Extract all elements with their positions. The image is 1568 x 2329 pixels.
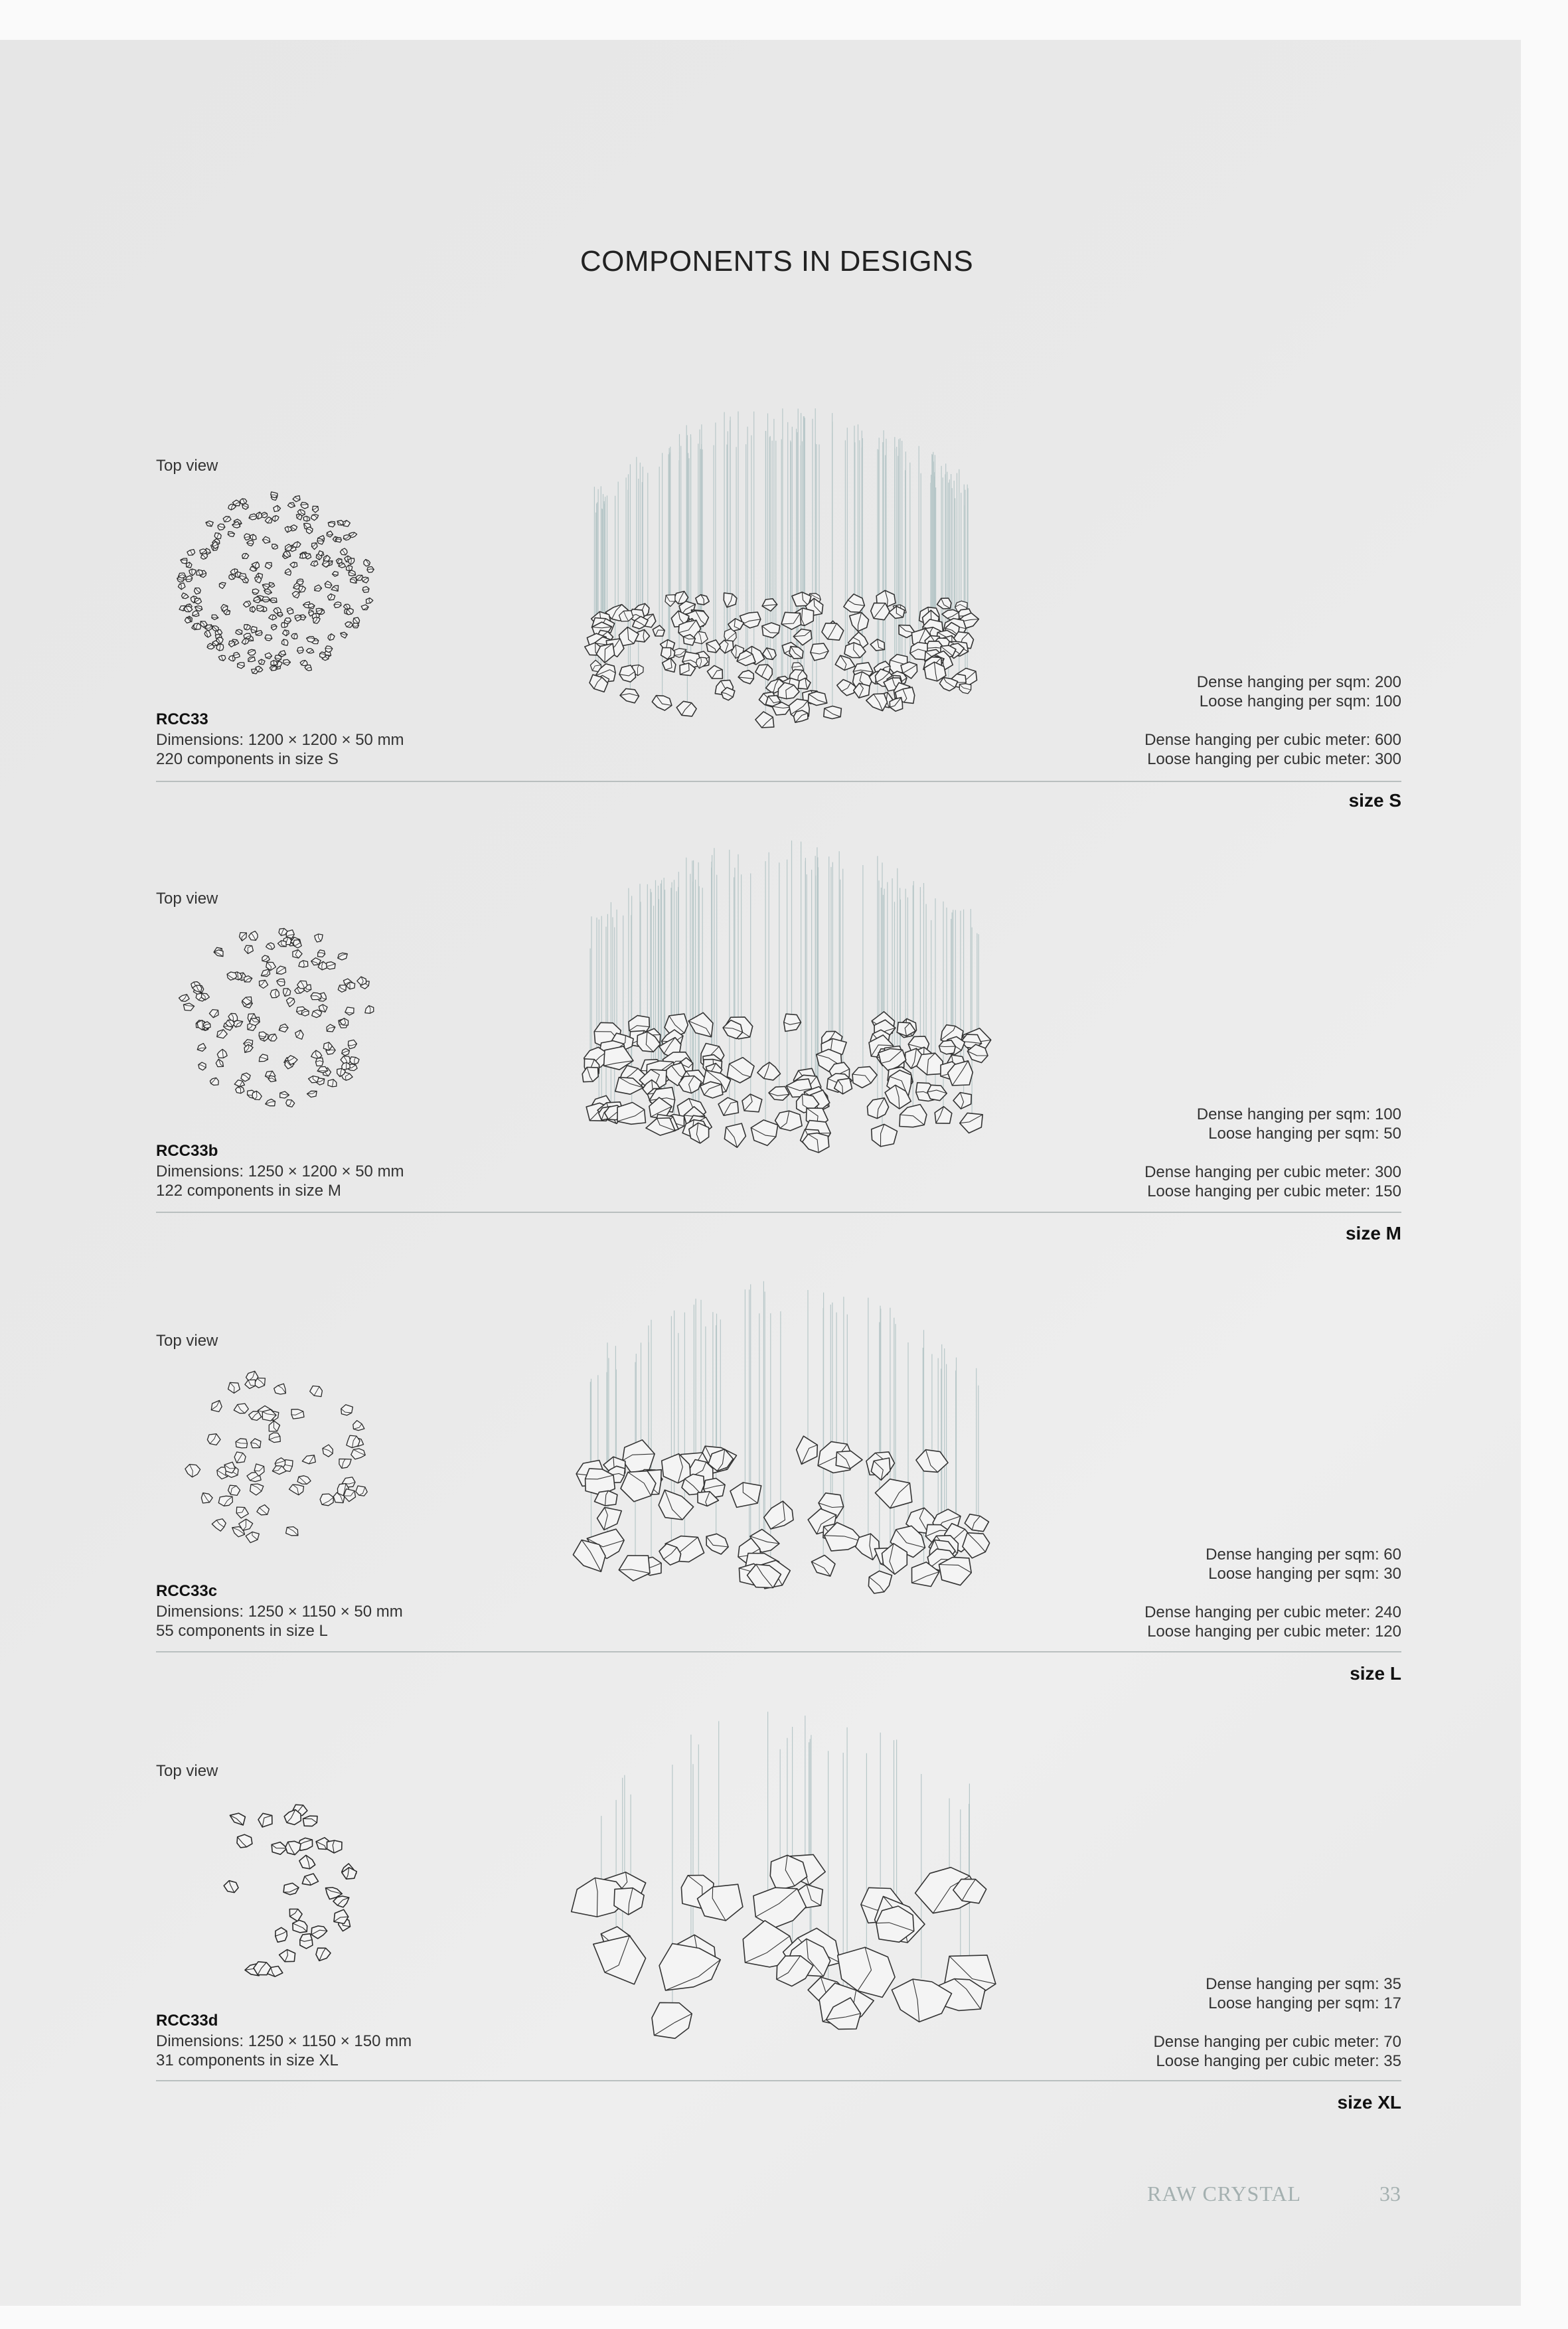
crystal-shape	[866, 694, 888, 711]
loose-cubic: Loose hanging per cubic meter: 150	[1147, 1182, 1401, 1200]
dense-sqm: Dense hanging per sqm: 60	[1206, 1546, 1401, 1564]
size-label: size L	[1350, 1663, 1401, 1684]
design-row-rcc33d	[0, 1684, 1521, 2115]
loose-sqm: Loose hanging per sqm: 30	[1208, 1565, 1401, 1583]
crystal-shape	[333, 572, 339, 577]
crystal-shape	[327, 1840, 343, 1853]
crystal-shape	[234, 1080, 244, 1087]
crystal-shape	[198, 1062, 206, 1070]
crystal-shape	[316, 1948, 331, 1961]
crystal-shape	[219, 582, 226, 588]
crystal-shape	[917, 1053, 943, 1075]
crystal-shape	[872, 1124, 898, 1147]
crystal-shape	[237, 1834, 252, 1848]
crystal-shape	[341, 632, 347, 638]
dense-sqm: Dense hanging per sqm: 100	[1196, 1105, 1401, 1123]
design-code: RCC33	[156, 710, 208, 728]
dense-cubic: Dense hanging per cubic meter: 600	[1144, 731, 1401, 749]
crystal-shape	[663, 658, 676, 672]
size-label: size M	[1345, 1223, 1401, 1244]
dense-sqm: Dense hanging per sqm: 200	[1196, 673, 1401, 691]
crystal-shape	[300, 661, 307, 666]
design-info	[156, 1602, 403, 1641]
crystal-shape	[343, 521, 351, 526]
crystal-shape	[289, 1485, 304, 1495]
loose-sqm: Loose hanging per sqm: 50	[1208, 1125, 1401, 1143]
loose-cubic: Loose hanging per cubic meter: 35	[1156, 2052, 1401, 2070]
crystal-shape	[362, 587, 369, 593]
crystal-shape	[593, 1936, 646, 1984]
design-code: RCC33d	[156, 2012, 218, 2030]
crystal-shape	[730, 1483, 761, 1507]
crystal-shape	[676, 701, 696, 716]
crystal-shape	[724, 593, 737, 607]
loose-sqm: Loose hanging per sqm: 17	[1208, 1994, 1401, 2012]
crystal-shape	[811, 1556, 835, 1577]
crystal-shape	[218, 1496, 232, 1506]
crystal-shape	[824, 706, 842, 719]
hanging-stats	[1144, 673, 1401, 769]
design-code: RCC33b	[156, 1142, 218, 1160]
crystal-shape	[258, 1813, 272, 1827]
crystal-shape	[275, 1927, 287, 1942]
dense-cubic: Dense hanging per cubic meter: 70	[1153, 2033, 1401, 2051]
crystal-shape	[620, 688, 639, 703]
dimensions-text: Dimensions: 1250 × 1150 × 50 mm	[156, 1603, 403, 1621]
crystal-shape	[868, 1571, 892, 1593]
design-row-rcc33b	[0, 811, 1521, 1243]
crystal-shape	[179, 995, 190, 1002]
crystal-shape	[797, 1436, 818, 1464]
crystal-shape	[623, 1440, 655, 1473]
components-count: 122 components in size M	[156, 1182, 341, 1200]
crystal-shape	[653, 625, 665, 636]
hanging-stats	[1144, 1545, 1401, 1641]
dense-cubic: Dense hanging per cubic meter: 300	[1144, 1163, 1401, 1181]
top-view-label: Top view	[156, 890, 218, 908]
hanging-stats	[1144, 1105, 1401, 1201]
crystal-shape	[646, 1118, 675, 1135]
crystal-shape	[212, 1519, 226, 1531]
crystal-shape	[292, 592, 299, 598]
design-info	[156, 1162, 404, 1200]
crystal-shape	[301, 503, 308, 509]
crystal-shape	[279, 1024, 288, 1032]
footer-brand: RAW CRYSTAL	[1147, 2182, 1301, 2206]
side-view-illustration	[568, 1267, 999, 1612]
top-view-label: Top view	[156, 1332, 218, 1350]
divider	[156, 1212, 1401, 1213]
crystal-shape	[248, 657, 256, 662]
crystal-shape	[277, 979, 285, 987]
crystal-shape	[255, 576, 262, 583]
crystal-shape	[345, 622, 353, 627]
crystal-shape	[194, 623, 201, 629]
crystal-shape	[306, 649, 313, 653]
crystal-shape	[661, 648, 675, 659]
crystal-shape	[724, 1123, 745, 1147]
crystal-facet	[317, 541, 324, 542]
page-title: COMPONENTS IN DESIGNS	[580, 245, 974, 278]
crystal-shape	[582, 1068, 598, 1082]
crystal-shape	[939, 1040, 956, 1054]
crystal-shape	[753, 1887, 806, 1927]
page-number: 33	[1379, 2182, 1401, 2206]
crystal-shape	[204, 1022, 210, 1028]
crystal-shape	[597, 1508, 622, 1530]
design-row-rcc33c	[0, 1253, 1521, 1685]
crystal-shape	[306, 527, 313, 534]
crystal-shape	[244, 945, 253, 953]
crystal-shape	[242, 638, 249, 645]
hanging-stats	[1153, 1974, 1401, 2071]
top-view-illustration	[166, 1360, 385, 1559]
crystal-shape	[727, 1058, 754, 1083]
crystal-shape	[822, 623, 844, 641]
crystal-shape	[270, 989, 279, 998]
crystal-shape	[696, 657, 708, 669]
crystal-shape	[265, 517, 272, 523]
crystal-shape	[228, 504, 236, 510]
crystal-shape	[871, 603, 890, 619]
size-label: size S	[1348, 790, 1401, 811]
crystal-shape	[260, 980, 268, 988]
design-info	[156, 2032, 412, 2070]
crystal-shape	[278, 941, 287, 947]
loose-sqm: Loose hanging per sqm: 100	[1199, 692, 1401, 710]
crystal-shape	[307, 637, 315, 643]
dense-cubic: Dense hanging per cubic meter: 240	[1144, 1603, 1401, 1621]
crystal-shape	[875, 1479, 911, 1508]
crystal-shape	[808, 692, 827, 706]
loose-cubic: Loose hanging per cubic meter: 300	[1147, 750, 1401, 768]
crystal-shape	[356, 1486, 367, 1496]
crystal-shape	[345, 1007, 354, 1015]
crystal-shape	[252, 589, 259, 594]
crystal-shape	[297, 1476, 311, 1485]
crystal-shape	[763, 648, 776, 660]
crystal-shape	[293, 496, 300, 502]
crystal-shape	[320, 1494, 333, 1506]
crystal-shape	[257, 1505, 270, 1515]
design-info	[156, 730, 404, 769]
top-view-illustration	[166, 918, 385, 1117]
crystal-shape	[183, 1003, 194, 1010]
crystal-shape	[195, 598, 202, 604]
crystal-shape	[189, 569, 196, 576]
crystal-shape	[764, 1501, 793, 1529]
design-code: RCC33c	[156, 1582, 218, 1600]
top-view-label: Top view	[156, 457, 218, 475]
divider	[156, 1651, 1401, 1652]
side-view-illustration	[568, 825, 999, 1170]
crystal-shape	[268, 1034, 277, 1041]
crystal-shape	[696, 595, 709, 605]
crystal-shape	[328, 521, 335, 526]
crystal-shape	[852, 1067, 877, 1088]
crystal-shape	[274, 1384, 286, 1394]
crystal-shape	[953, 1093, 971, 1109]
crystal-shape	[244, 601, 251, 607]
crystal-shape	[339, 1459, 351, 1469]
crystal-shape	[614, 1888, 644, 1915]
crystal-shape	[181, 558, 187, 564]
crystal-shape	[297, 981, 307, 989]
divider	[156, 781, 1401, 782]
crystal-shape	[179, 573, 187, 578]
crystal-shape	[939, 1558, 972, 1585]
crystal-shape	[311, 1926, 327, 1939]
components-count: 55 components in size L	[156, 1622, 328, 1640]
crystal-shape	[621, 1471, 656, 1502]
crystal-shape	[963, 1533, 990, 1558]
crystal-shape	[262, 955, 270, 962]
crystal-shape	[311, 993, 321, 999]
top-view-illustration	[166, 1790, 385, 1989]
crystal-shape	[706, 1534, 728, 1554]
crystal-shape	[868, 1098, 889, 1119]
crystal-shape	[197, 1044, 206, 1052]
crystal-shape	[706, 640, 720, 653]
components-count: 220 components in size S	[156, 750, 339, 768]
crystal-shape	[965, 1514, 988, 1532]
loose-cubic: Loose hanging per cubic meter: 120	[1147, 1623, 1401, 1641]
crystal-shape	[916, 1450, 948, 1473]
crystal-shape	[234, 1404, 248, 1413]
crystal-shape	[178, 583, 185, 590]
crystal-shape	[250, 1484, 264, 1495]
crystal-shape	[282, 639, 288, 645]
dimensions-text: Dimensions: 1250 × 1150 × 150 mm	[156, 2032, 412, 2050]
side-view-illustration	[568, 392, 999, 737]
crystal-shape	[700, 1082, 723, 1098]
dimensions-text: Dimensions: 1200 × 1200 × 50 mm	[156, 731, 404, 749]
crystal-shape	[288, 503, 295, 508]
crystal-shape	[803, 1133, 829, 1153]
size-label: size XL	[1337, 2092, 1401, 2113]
crystal-shape	[297, 514, 302, 520]
crystal-shape	[200, 549, 207, 554]
crystal-shape	[755, 712, 774, 728]
crystal-shape	[310, 1386, 323, 1397]
crystal-shape	[286, 1527, 298, 1536]
side-view-illustration	[568, 1697, 999, 2069]
crystal-shape	[299, 1855, 315, 1868]
crystal-shape	[217, 1049, 227, 1058]
crystal-shape	[236, 1087, 244, 1093]
crystal-shape	[217, 1030, 228, 1038]
crystal-shape	[344, 1489, 356, 1502]
crystal-shape	[201, 1493, 212, 1503]
crystal-shape	[311, 1050, 322, 1058]
crystal-shape	[342, 1048, 350, 1056]
crystal-shape	[259, 1032, 266, 1038]
crystal-shape	[269, 1421, 279, 1431]
components-count: 31 components in size XL	[156, 2051, 339, 2069]
crystal-shape	[617, 1103, 646, 1125]
top-view-illustration	[166, 485, 385, 684]
crystal-shape	[751, 1120, 777, 1146]
top-view-label: Top view	[156, 1762, 218, 1780]
design-row-rcc33	[0, 378, 1521, 810]
crystal-shape	[619, 1556, 650, 1581]
crystal-shape	[937, 598, 951, 609]
crystal-shape	[678, 1076, 701, 1093]
crystal-shape	[274, 505, 281, 511]
dense-sqm: Dense hanging per sqm: 35	[1206, 1975, 1401, 1993]
dimensions-text: Dimensions: 1250 × 1200 × 50 mm	[156, 1163, 404, 1180]
crystal-shape	[251, 1439, 261, 1448]
divider	[156, 2080, 1401, 2081]
crystal-shape	[283, 989, 291, 997]
crystal-shape	[210, 1078, 218, 1085]
crystal-shape	[323, 1445, 333, 1457]
crystal-shape	[325, 646, 333, 653]
crystal-shape	[856, 1534, 880, 1560]
crystal-shape	[707, 665, 722, 679]
crystal-shape	[342, 1062, 351, 1070]
crystal-shape	[224, 1462, 235, 1473]
crystal-shape	[299, 586, 305, 592]
crystal-shape	[762, 623, 780, 638]
crystal-shape	[769, 1087, 789, 1101]
